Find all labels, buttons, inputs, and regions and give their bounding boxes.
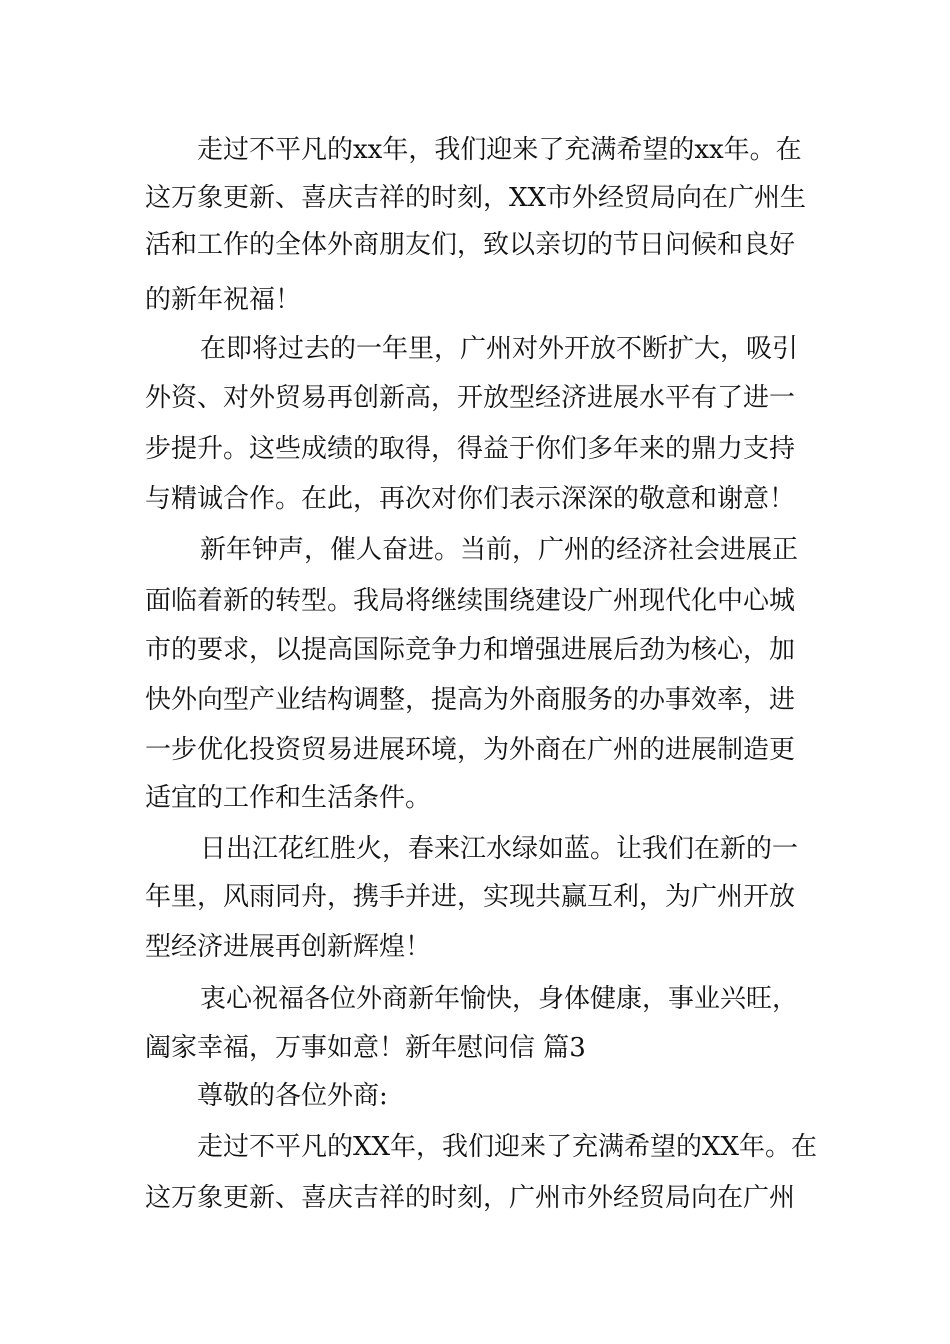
text-line: 这万象更新、喜庆吉祥的时刻，广州市外经贸局向在广州 bbox=[145, 1183, 796, 1213]
text-line: 这万象更新、喜庆吉祥的时刻，XX市外经贸局向在广州生 bbox=[145, 183, 807, 213]
text-line: 的新年祝福！ bbox=[145, 285, 302, 315]
text-line: 一步优化投资贸易进展环境，为外商在广州的进展制造更 bbox=[145, 735, 796, 765]
text-line: 外资、对外贸易再创新高，开放型经济进展水平有了进一 bbox=[145, 383, 796, 413]
text-line: 型经济进展再创新辉煌！ bbox=[145, 932, 432, 962]
text-line: 适宜的工作和生活条件。 bbox=[145, 783, 432, 813]
text-line: 步提升。这些成绩的取得，得益于你们多年来的鼎力支持 bbox=[145, 434, 796, 464]
text-line: 活和工作的全体外商朋友们，致以亲切的节日问候和良好 bbox=[145, 230, 796, 260]
text-line: 日出江花红胜火，春来江水绿如蓝。让我们在新的一 bbox=[200, 834, 799, 864]
text-line: 尊敬的各位外商: bbox=[197, 1081, 388, 1111]
text-line: 年里，风雨同舟，携手并进，实现共赢互利，为广州开放 bbox=[145, 882, 796, 912]
text-line: 走过不平凡的XX年，我们迎来了充满希望的XX年。在 bbox=[197, 1132, 818, 1162]
text-line: 衷心祝福各位外商新年愉快，身体健康，事业兴旺， bbox=[200, 984, 799, 1014]
text-line: 市的要求，以提高国际竞争力和增强进展后劲为核心，加 bbox=[145, 635, 796, 665]
text-line: 在即将过去的一年里，广州对外开放不断扩大，吸引 bbox=[200, 334, 799, 364]
text-line: 走过不平凡的xx年，我们迎来了充满希望的xx年。在 bbox=[197, 135, 802, 165]
text-line: 面临着新的转型。我局将继续围绕建设广州现代化中心城 bbox=[145, 586, 796, 616]
text-line: 与精诚合作。在此，再次对你们表示深深的敬意和谢意！ bbox=[145, 484, 796, 514]
text-line: 阖家幸福，万事如意！新年慰问信 篇3 bbox=[145, 1033, 586, 1063]
text-line: 新年钟声，催人奋进。当前，广州的经济社会进展正 bbox=[200, 535, 799, 565]
text-line: 快外向型产业结构调整，提高为外商服务的办事效率，进 bbox=[145, 685, 796, 715]
